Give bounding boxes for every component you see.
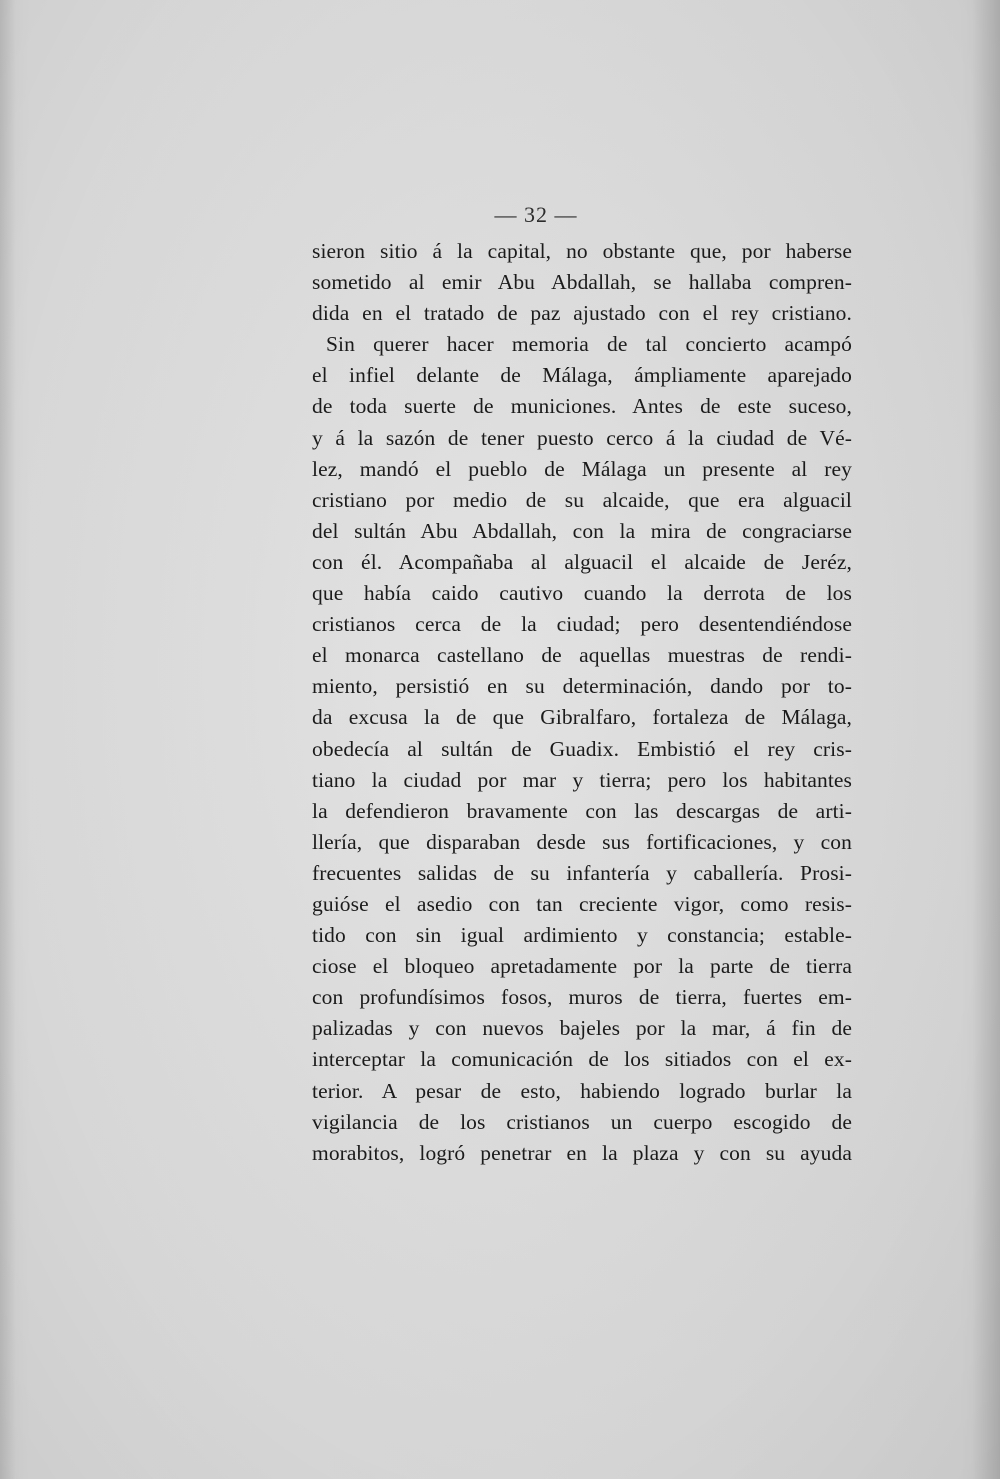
- text-line: lez, mandó el pueblo de Málaga un presente al rey: [312, 456, 852, 481]
- text-line: el monarca castellano de aquellas muestras de rendi-: [312, 643, 852, 668]
- text-line: obedecía al sultán de Guadix. Embistió el rey cris-: [312, 736, 852, 761]
- text-line: da excusa la de que Gibralfaro, fortaleza de Málaga,: [312, 705, 852, 730]
- text-line: palizadas y con nuevos bajeles por la mar, á fin de: [312, 1016, 852, 1041]
- text-line: frecuentes salidas de su infantería y caballería. Prosi-: [312, 860, 852, 885]
- text-line: sometido al emir Abu Abdallah, se hallaba compren-: [312, 270, 852, 295]
- page-number: — 32 —: [494, 202, 578, 227]
- text-line: Sin querer hacer memoria de tal concierto acampó: [326, 332, 852, 357]
- text-line: la defendieron bravamente con las descargas de arti-: [312, 798, 852, 823]
- text-line: guióse el asedio con tan creciente vigor, como resis-: [312, 891, 852, 916]
- text-line: tiano la ciudad por mar y tierra; pero los habitantes: [312, 767, 852, 792]
- text-line: interceptar la comunicación de los sitiados con el ex-: [312, 1047, 852, 1072]
- text-line: terior. A pesar de esto, habiendo logrado burlar la: [312, 1078, 852, 1103]
- page-left-shadow: [0, 0, 16, 1479]
- text-line: con profundísimos fosos, muros de tierra, fuertes em-: [312, 985, 852, 1010]
- text-line: dida en el tratado de paz ajustado con el rey cristiano.: [312, 301, 852, 326]
- text-line: del sultán Abu Abdallah, con la mira de congraciarse: [312, 518, 852, 543]
- text-line: y á la sazón de tener puesto cerco á la ciudad de Vé-: [312, 425, 852, 450]
- text-line: tido con sin igual ardimiento y constancia; estable-: [312, 923, 852, 948]
- text-line: cristianos cerca de la ciudad; pero desentendiéndose: [312, 612, 852, 637]
- text-line: el infiel delante de Málaga, ámpliamente aparejado: [312, 363, 852, 388]
- text-line: con él. Acompañaba al alguacil el alcaide de Jeréz,: [312, 549, 852, 574]
- text-line: morabitos, logró penetrar en la plaza y con su ayuda: [312, 1140, 852, 1165]
- text-line: llería, que disparaban desde sus fortificaciones, y con: [312, 829, 852, 854]
- text-line: cristiano por medio de su alcaide, que era alguacil: [312, 487, 852, 512]
- text-line: miento, persistió en su determinación, dando por to-: [312, 674, 852, 699]
- text-line: sieron sitio á la capital, no obstante que, por haberse: [312, 239, 852, 263]
- text-line: ciose el bloqueo apretadamente por la parte de tierra: [312, 954, 852, 979]
- text-line: de toda suerte de municiones. Antes de este suceso,: [312, 394, 852, 419]
- body-text: [312, 236, 852, 1169]
- text-line: vigilancia de los cristianos un cuerpo escogido de: [312, 1109, 852, 1134]
- text-line: que había caido cautivo cuando la derrota de los: [312, 581, 852, 606]
